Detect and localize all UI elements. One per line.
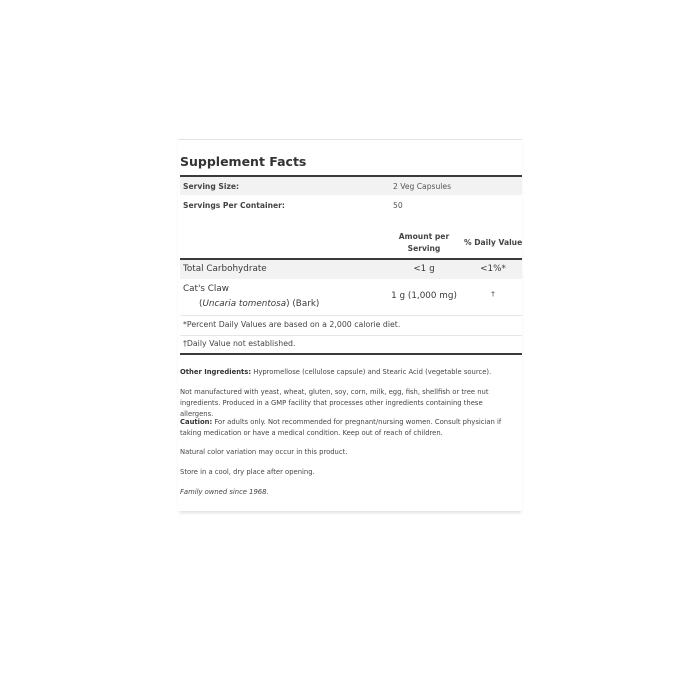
servings-per-container-value: 50 bbox=[393, 201, 403, 210]
amount-per-serving-header bbox=[386, 231, 462, 255]
serving-size-label: Serving Size: bbox=[183, 182, 240, 191]
nutrient-daily-value: <1%* bbox=[480, 264, 506, 274]
nutrient-source-open: ( bbox=[199, 299, 203, 309]
color-variation-note: Natural color variation may occur in this product. bbox=[180, 448, 348, 456]
percent-daily-value-footnote: *Percent Daily Values are based on a 2,000 calorie diet. bbox=[183, 320, 401, 329]
serving-size-value: 2 Veg Capsules bbox=[393, 182, 452, 191]
daily-value-not-established-footnote: †Daily Value not established. bbox=[183, 339, 296, 348]
caution-statement bbox=[180, 417, 518, 439]
nutrient-amount: <1 g bbox=[413, 264, 435, 274]
amount-header-line2: Serving bbox=[407, 244, 441, 253]
servings-per-container-label: Servings Per Container: bbox=[183, 201, 285, 210]
family-owned-note: Family owned since 1968. bbox=[180, 488, 269, 496]
footnote-divider bbox=[180, 335, 522, 336]
nutrient-latin-name: Uncaria tomentosa bbox=[202, 299, 287, 309]
nutrient-name: Cat's Claw bbox=[183, 284, 229, 294]
supplement-facts-panel bbox=[178, 139, 522, 511]
storage-note: Store in a cool, dry place after opening. bbox=[180, 468, 315, 476]
allergen-statement: Not manufactured with yeast, wheat, gluten, soy, corn, milk, egg, fish, shellfish or tree nut ingredients. Produced in a GMP facility that processes other ingredients containing these allergens. bbox=[180, 388, 489, 418]
other-ingredients-text: Hypromellose (cellulose capsule) and Stearic Acid (vegetable source). bbox=[251, 368, 492, 376]
daily-value-header: % Daily Value bbox=[464, 238, 523, 247]
caution-label: Caution: bbox=[180, 418, 213, 426]
nutrient-name: Total Carbohydrate bbox=[183, 264, 267, 274]
nutrient-daily-value: † bbox=[491, 290, 495, 298]
page-title: Supplement Facts bbox=[180, 154, 307, 169]
other-ingredients bbox=[180, 367, 518, 378]
row-divider bbox=[180, 315, 522, 316]
amount-header-line1: Amount per bbox=[398, 232, 450, 241]
nutrient-source bbox=[199, 299, 319, 309]
caution-text: For adults only. Not recommended for pregnant/nursing women. Consult physician if taking medication or have a medical condition. Keep out of reach of children. bbox=[180, 418, 502, 437]
other-ingredients-label: Other Ingredients: bbox=[180, 368, 252, 376]
nutrient-amount: 1 g (1,000 mg) bbox=[391, 291, 457, 301]
nutrient-part: ) (Bark) bbox=[286, 299, 320, 309]
bottom-divider bbox=[180, 353, 522, 355]
